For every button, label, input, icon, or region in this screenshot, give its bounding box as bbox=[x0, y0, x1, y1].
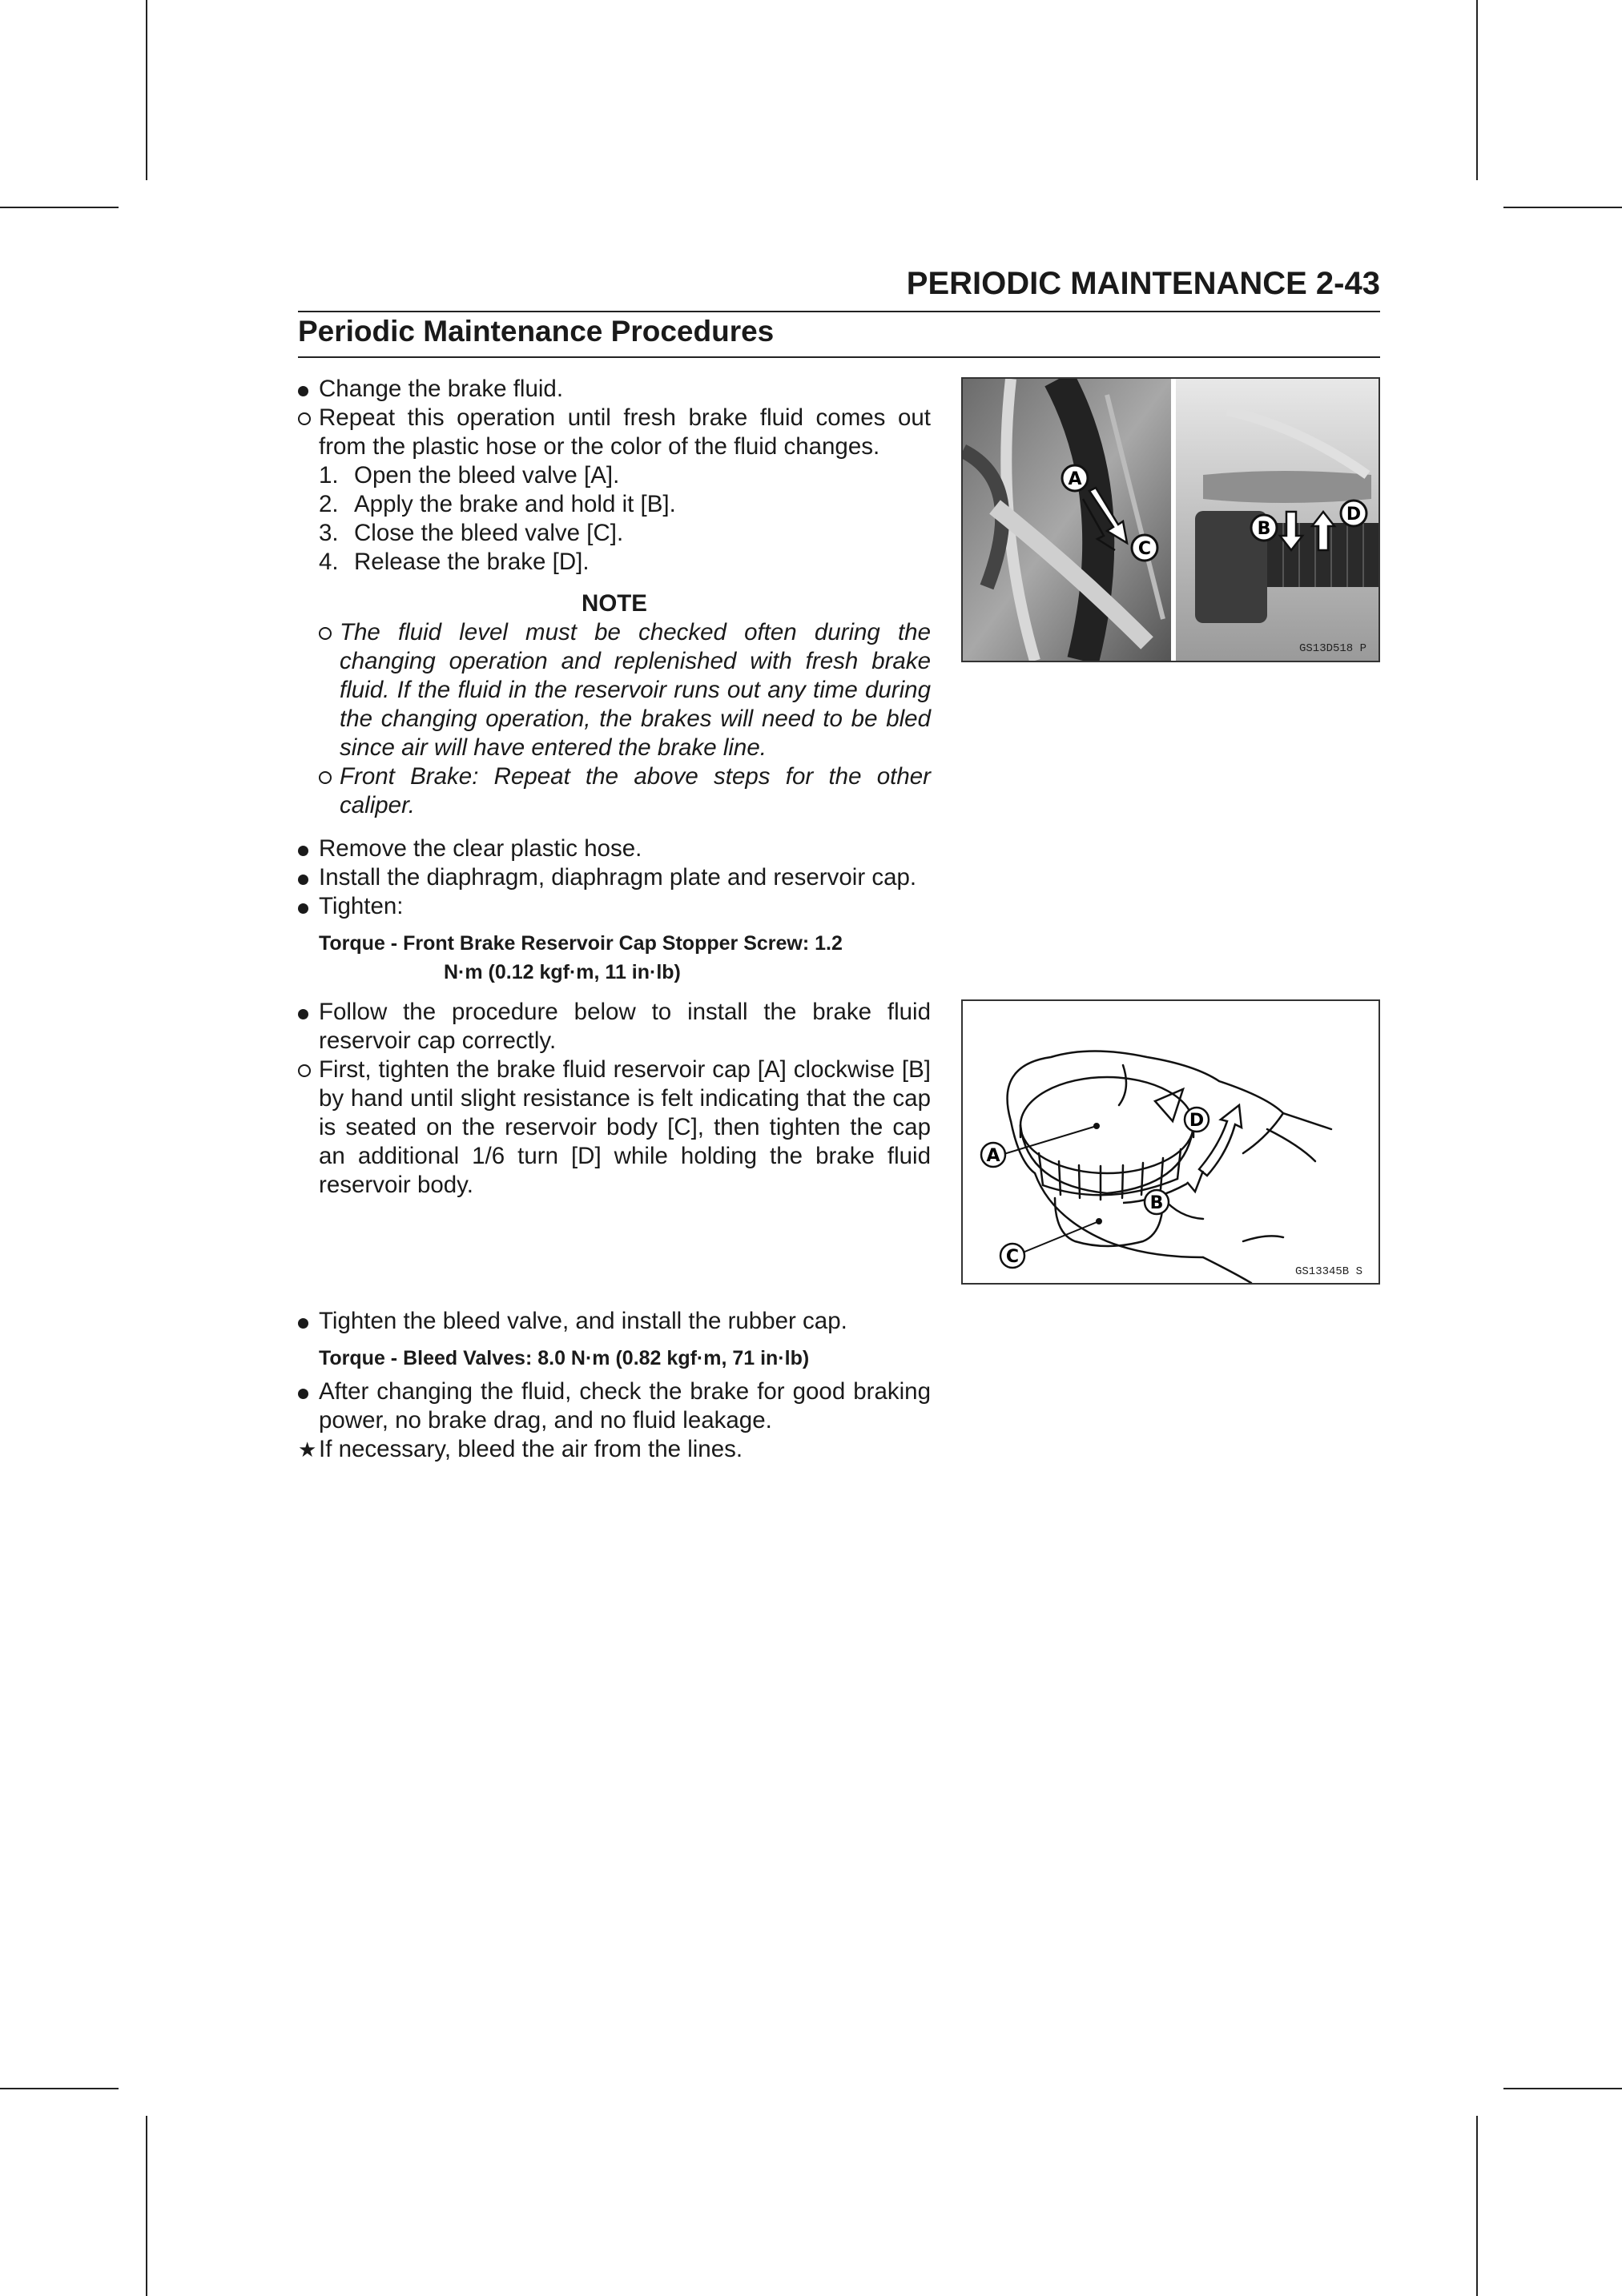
text-block-cap bbox=[298, 834, 931, 1200]
list-item: Tighten the bleed valve, and install the rubber cap. bbox=[298, 1307, 931, 1336]
crop-mark bbox=[1503, 207, 1622, 208]
crop-mark bbox=[0, 2088, 119, 2089]
crop-mark bbox=[146, 0, 147, 180]
label-c: C bbox=[1005, 1247, 1020, 1267]
bullet-icon bbox=[298, 386, 308, 396]
figure-brake-bleeding bbox=[961, 377, 1380, 662]
label-a: A bbox=[1068, 469, 1082, 489]
list-item: ★ If necessary, bleed the air from the lines. bbox=[298, 1436, 743, 1462]
list-item: Remove the clear plastic hose. bbox=[298, 834, 931, 863]
text-block-finish bbox=[298, 1307, 931, 1464]
list-item: Install the diaphragm, diaphragm plate and reservoir cap. bbox=[298, 863, 931, 892]
sub-bullet-icon bbox=[298, 1064, 311, 1077]
note-title: NOTE bbox=[582, 590, 647, 617]
figure-code: GS13D518 P bbox=[1299, 642, 1367, 655]
header-rule bbox=[298, 311, 1380, 312]
reservoir-cap-drawing bbox=[963, 1001, 1378, 1283]
note-item: The fluid level must be checked often during the changing operation and replenished with fresh brake fluid. If the fluid in the reservoir runs out any time during the changing operation, the brakes will need to be bled since air will have entered the brake line. bbox=[298, 618, 931, 762]
chapter-header: PERIODIC MAINTENANCE 2-43 bbox=[906, 266, 1380, 301]
sub-bullet-icon bbox=[319, 771, 332, 784]
label-c: C bbox=[1137, 539, 1152, 559]
bullet-icon bbox=[298, 875, 308, 885]
sub-bullet-icon bbox=[319, 627, 332, 640]
label-d: D bbox=[1189, 1111, 1205, 1131]
list-item: Follow the procedure below to install the brake fluid reservoir cap correctly. bbox=[298, 998, 931, 1056]
list-item: Change the brake fluid. bbox=[298, 375, 931, 404]
text-block-bleeding bbox=[298, 375, 931, 820]
section-title: Periodic Maintenance Procedures bbox=[298, 315, 775, 348]
list-item: First, tighten the brake fluid reservoir cap [A] clockwise [B] by hand until slight resistance is felt indicating that the cap is seated on the reservoir body [C], then tighten the cap an additional 1/6 turn [D] while holding the brake fluid reservoir body. bbox=[298, 1056, 931, 1200]
bullet-icon bbox=[298, 846, 308, 856]
step-item: 4. Release the brake [D]. bbox=[319, 549, 590, 575]
label-d: D bbox=[1346, 505, 1362, 525]
figure-code: GS13345B S bbox=[1295, 1265, 1363, 1278]
label-b: B bbox=[1149, 1193, 1164, 1213]
bullet-icon bbox=[298, 903, 308, 914]
bullet-icon bbox=[298, 1389, 308, 1399]
bullet-icon bbox=[298, 1009, 308, 1019]
crop-mark bbox=[146, 2116, 147, 2296]
figure-reservoir-cap bbox=[961, 999, 1380, 1285]
crop-mark bbox=[1476, 0, 1478, 180]
torque-spec: Torque - Bleed Valves: 8.0 N·m (0.82 kgf·m, 71 in·lb) bbox=[319, 1347, 810, 1369]
crop-mark bbox=[1476, 2116, 1478, 2296]
star-icon: ★ bbox=[298, 1438, 317, 1462]
crop-mark bbox=[1503, 2088, 1622, 2089]
section-rule bbox=[298, 356, 1380, 358]
sub-bullet-icon bbox=[298, 412, 311, 425]
step-item: 1. Open the bleed valve [A]. bbox=[319, 462, 620, 489]
torque-spec: Torque - Front Brake Reservoir Cap Stopper Screw: 1.2 N·m (0.12 kgf·m, 11 in·lb) bbox=[319, 932, 843, 983]
list-item: Repeat this operation until fresh brake fluid comes out from the plastic hose or the color of the fluid changes. bbox=[298, 404, 931, 461]
brake-bleeding-photo bbox=[963, 379, 1378, 661]
list-item: After changing the fluid, check the brake for good braking power, no brake drag, and no fluid leakage. bbox=[298, 1377, 931, 1435]
step-item: 3. Close the bleed valve [C]. bbox=[319, 520, 624, 546]
label-a: A bbox=[986, 1146, 1000, 1166]
list-item: Tighten: bbox=[298, 892, 931, 921]
step-item: 2. Apply the brake and hold it [B]. bbox=[319, 491, 676, 517]
bullet-icon bbox=[298, 1318, 308, 1329]
label-b: B bbox=[1257, 519, 1271, 539]
note-item: Front Brake: Repeat the above steps for the other caliper. bbox=[298, 762, 931, 820]
crop-mark bbox=[0, 207, 119, 208]
